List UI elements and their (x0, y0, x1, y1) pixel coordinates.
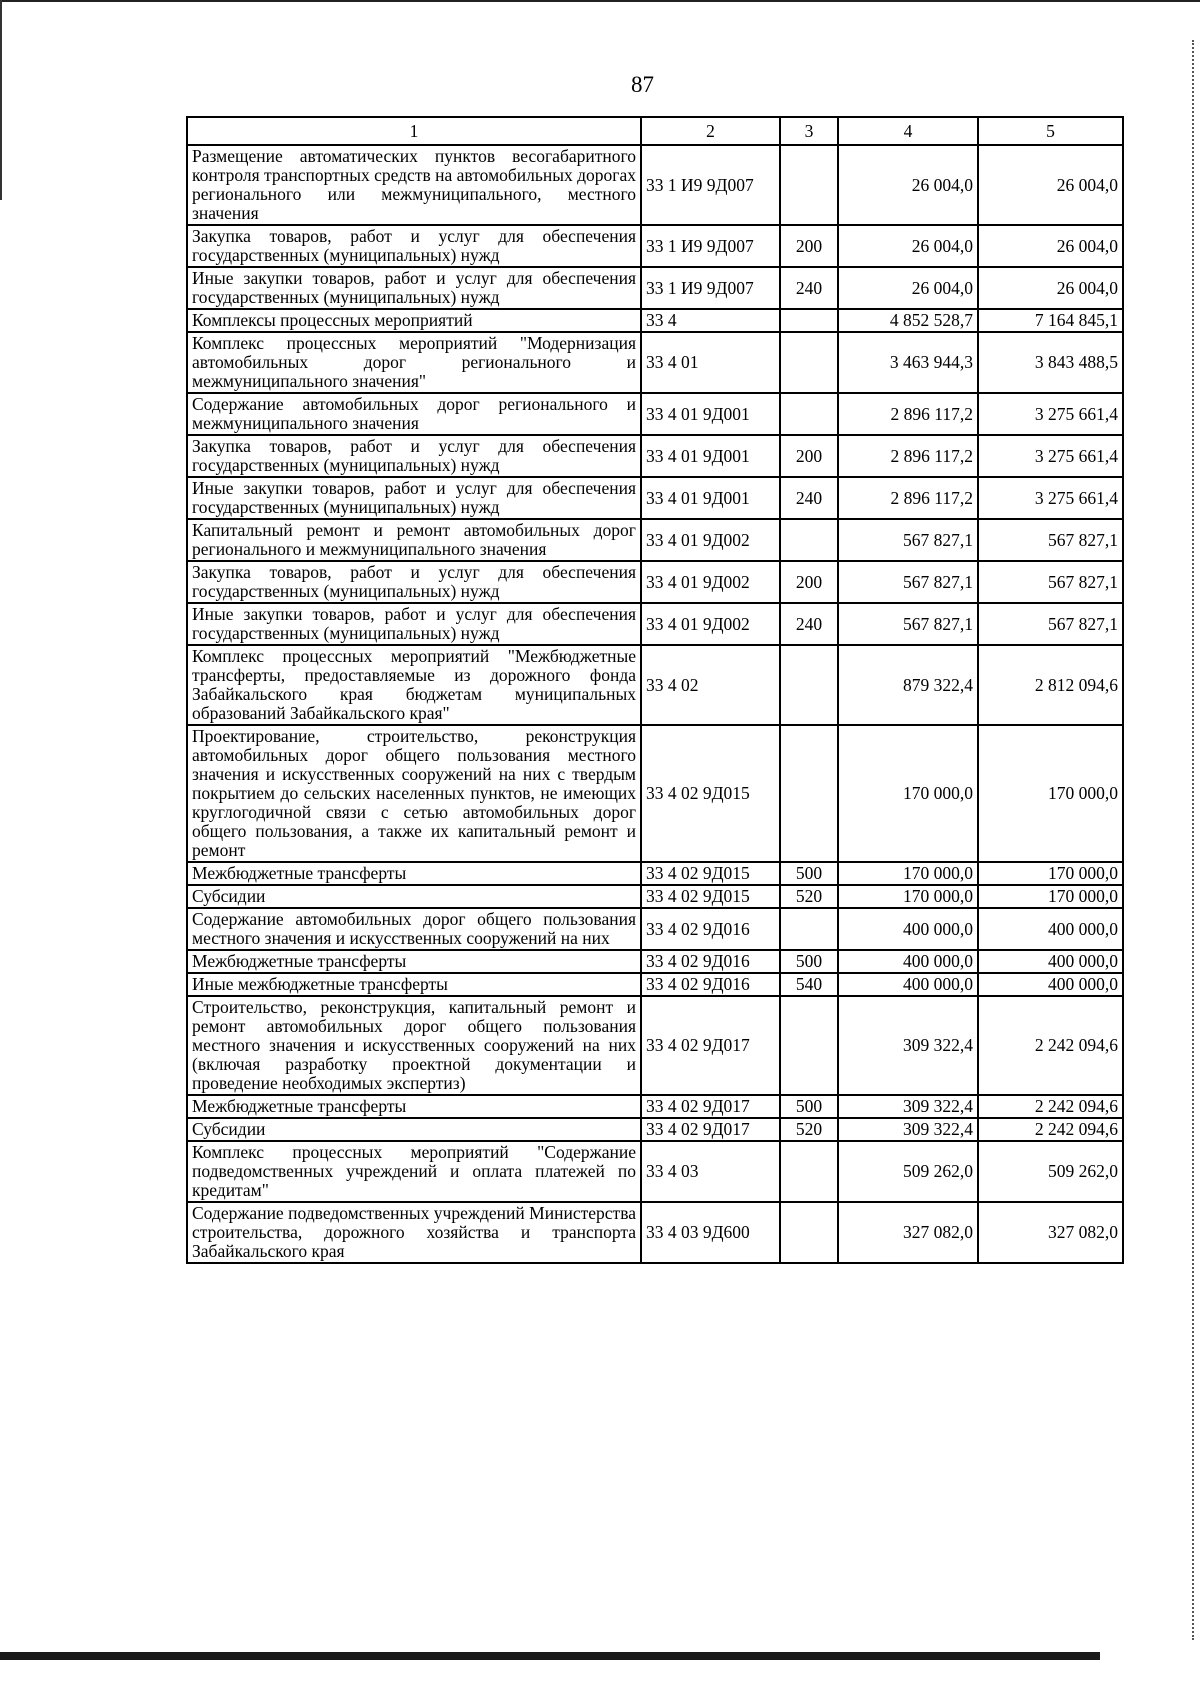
row-value-4-cell: 170 000,0 (838, 725, 978, 862)
row-name-cell: Размещение автоматических пунктов весогабаритного контроля транспортных средств на автомобильных дорогах регионального или межмуниципального, местного значения (187, 145, 641, 225)
table-row (187, 1202, 1123, 1263)
row-value-4-cell: 567 827,1 (838, 561, 978, 603)
row-value-4-cell: 309 322,4 (838, 1118, 978, 1141)
row-type-cell: 500 (780, 862, 838, 885)
row-name-cell: Субсидии (187, 1118, 641, 1141)
row-value-5-cell: 26 004,0 (978, 145, 1123, 225)
table-row (187, 725, 1123, 862)
row-value-4-cell: 26 004,0 (838, 225, 978, 267)
row-value-5-cell: 400 000,0 (978, 973, 1123, 996)
row-code-cell: 33 4 02 9Д015 (641, 885, 780, 908)
row-value-4-cell: 3 463 944,3 (838, 332, 978, 393)
row-type-cell (780, 145, 838, 225)
row-value-4-cell: 309 322,4 (838, 996, 978, 1095)
row-name-cell: Иные закупки товаров, работ и услуг для обеспечения государственных (муниципальных) нужд (187, 267, 641, 309)
row-type-cell: 520 (780, 1118, 838, 1141)
row-type-cell: 500 (780, 950, 838, 973)
row-code-cell: 33 4 02 9Д016 (641, 908, 780, 950)
table-row (187, 645, 1123, 725)
row-code-cell: 33 4 01 9Д002 (641, 519, 780, 561)
header-row (187, 117, 1123, 145)
row-name-cell: Проектирование, строительство, реконструкция автомобильных дорог общего пользования местного значения и искусственных сооружений на них с твердым покрытием до сельских населенных пунктов, не имеющих круглогодичной связи с сетью автомобильных дорог общего пользования, а также их капитальный ремонт и ремонт (187, 725, 641, 862)
table-row (187, 603, 1123, 645)
row-value-4-cell: 400 000,0 (838, 950, 978, 973)
scan-edge-left (0, 0, 2, 200)
row-code-cell: 33 1 И9 9Д007 (641, 145, 780, 225)
row-code-cell: 33 4 01 9Д001 (641, 435, 780, 477)
table-body (187, 145, 1123, 1263)
row-value-5-cell: 2 242 094,6 (978, 1118, 1123, 1141)
scan-edge-top (0, 0, 1200, 12)
row-value-5-cell: 509 262,0 (978, 1141, 1123, 1202)
row-value-5-cell: 3 275 661,4 (978, 477, 1123, 519)
row-code-cell: 33 4 (641, 309, 780, 332)
row-code-cell: 33 4 02 9Д015 (641, 725, 780, 862)
row-type-cell (780, 725, 838, 862)
row-name-cell: Комплекс процессных мероприятий "Модернизация автомобильных дорог регионального и межмуниципального значения" (187, 332, 641, 393)
row-value-4-cell: 400 000,0 (838, 908, 978, 950)
row-name-cell: Комплекс процессных мероприятий "Межбюджетные трансферты, предоставляемые из дорожного фонда Забайкальского края бюджетам муниципальных образований Забайкальского края" (187, 645, 641, 725)
row-value-5-cell: 3 843 488,5 (978, 332, 1123, 393)
column-header-1: 1 (187, 117, 641, 145)
row-type-cell: 520 (780, 885, 838, 908)
row-code-cell: 33 4 03 (641, 1141, 780, 1202)
row-code-cell: 33 4 02 9Д016 (641, 973, 780, 996)
row-value-5-cell: 2 242 094,6 (978, 996, 1123, 1095)
column-header-2: 2 (641, 117, 780, 145)
row-name-cell: Содержание подведомственных учреждений Министерства строительства, дорожного хозяйства и транспорта Забайкальского края (187, 1202, 641, 1263)
row-name-cell: Межбюджетные трансферты (187, 1095, 641, 1118)
row-type-cell: 240 (780, 603, 838, 645)
row-type-cell: 500 (780, 1095, 838, 1118)
row-code-cell: 33 4 02 9Д017 (641, 1095, 780, 1118)
row-type-cell: 200 (780, 561, 838, 603)
row-type-cell: 240 (780, 477, 838, 519)
row-code-cell: 33 4 01 9Д001 (641, 393, 780, 435)
row-value-4-cell: 170 000,0 (838, 885, 978, 908)
row-name-cell: Комплекс процессных мероприятий "Содержание подведомственных учреждений и оплата платежей по кредитам" (187, 1141, 641, 1202)
row-type-cell (780, 1141, 838, 1202)
row-name-cell: Субсидии (187, 885, 641, 908)
row-name-cell: Иные закупки товаров, работ и услуг для обеспечения государственных (муниципальных) нужд (187, 477, 641, 519)
row-value-5-cell: 567 827,1 (978, 561, 1123, 603)
row-code-cell: 33 4 03 9Д600 (641, 1202, 780, 1263)
table-row (187, 996, 1123, 1095)
row-value-5-cell: 170 000,0 (978, 725, 1123, 862)
row-value-5-cell: 2 812 094,6 (978, 645, 1123, 725)
row-value-4-cell: 400 000,0 (838, 973, 978, 996)
page-number: 87 (631, 72, 654, 97)
row-name-cell: Комплексы процессных мероприятий (187, 309, 641, 332)
table-row (187, 950, 1123, 973)
row-name-cell: Закупка товаров, работ и услуг для обеспечения государственных (муниципальных) нужд (187, 561, 641, 603)
row-value-5-cell: 26 004,0 (978, 267, 1123, 309)
row-type-cell (780, 1202, 838, 1263)
row-name-cell: Содержание автомобильных дорог регионального и межмуниципального значения (187, 393, 641, 435)
row-value-4-cell: 2 896 117,2 (838, 393, 978, 435)
row-type-cell (780, 519, 838, 561)
row-value-4-cell: 309 322,4 (838, 1095, 978, 1118)
row-type-cell (780, 332, 838, 393)
row-value-5-cell: 26 004,0 (978, 225, 1123, 267)
row-name-cell: Иные закупки товаров, работ и услуг для обеспечения государственных (муниципальных) нужд (187, 603, 641, 645)
table-row (187, 225, 1123, 267)
row-type-cell: 200 (780, 435, 838, 477)
row-code-cell: 33 4 01 9Д001 (641, 477, 780, 519)
row-code-cell: 33 4 01 9Д002 (641, 561, 780, 603)
row-type-cell (780, 309, 838, 332)
table-row (187, 885, 1123, 908)
row-name-cell: Закупка товаров, работ и услуг для обеспечения государственных (муниципальных) нужд (187, 435, 641, 477)
row-type-cell (780, 996, 838, 1095)
scan-edge-bottom (0, 1652, 1100, 1660)
table-row (187, 1141, 1123, 1202)
table-row (187, 332, 1123, 393)
row-value-4-cell: 2 896 117,2 (838, 435, 978, 477)
row-value-4-cell: 4 852 528,7 (838, 309, 978, 332)
budget-table (186, 116, 1124, 1264)
table-header (187, 117, 1123, 145)
row-value-4-cell: 2 896 117,2 (838, 477, 978, 519)
column-header-5: 5 (978, 117, 1123, 145)
column-header-3: 3 (780, 117, 838, 145)
row-code-cell: 33 1 И9 9Д007 (641, 267, 780, 309)
table-row (187, 561, 1123, 603)
table-row (187, 267, 1123, 309)
table-row (187, 908, 1123, 950)
table-row (187, 1118, 1123, 1141)
row-code-cell: 33 4 02 9Д017 (641, 1118, 780, 1141)
row-name-cell: Капитальный ремонт и ремонт автомобильных дорог регионального и межмуниципального значения (187, 519, 641, 561)
table-row (187, 309, 1123, 332)
table-row (187, 145, 1123, 225)
row-code-cell: 33 4 02 9Д017 (641, 996, 780, 1095)
row-code-cell: 33 4 02 (641, 645, 780, 725)
row-type-cell (780, 645, 838, 725)
row-code-cell: 33 4 02 9Д016 (641, 950, 780, 973)
row-value-4-cell: 327 082,0 (838, 1202, 978, 1263)
table-row (187, 477, 1123, 519)
row-value-5-cell: 7 164 845,1 (978, 309, 1123, 332)
row-value-5-cell: 327 082,0 (978, 1202, 1123, 1263)
table-row (187, 519, 1123, 561)
row-name-cell: Закупка товаров, работ и услуг для обеспечения государственных (муниципальных) нужд (187, 225, 641, 267)
table-row (187, 973, 1123, 996)
row-value-4-cell: 26 004,0 (838, 145, 978, 225)
row-value-4-cell: 567 827,1 (838, 519, 978, 561)
row-value-5-cell: 400 000,0 (978, 950, 1123, 973)
row-type-cell: 200 (780, 225, 838, 267)
row-code-cell: 33 4 01 9Д002 (641, 603, 780, 645)
table-row (187, 435, 1123, 477)
row-type-cell: 240 (780, 267, 838, 309)
row-value-5-cell: 2 242 094,6 (978, 1095, 1123, 1118)
row-value-4-cell: 879 322,4 (838, 645, 978, 725)
row-code-cell: 33 4 02 9Д015 (641, 862, 780, 885)
row-value-5-cell: 170 000,0 (978, 885, 1123, 908)
row-name-cell: Межбюджетные трансферты (187, 950, 641, 973)
row-code-cell: 33 4 01 (641, 332, 780, 393)
row-value-5-cell: 3 275 661,4 (978, 435, 1123, 477)
row-value-5-cell: 400 000,0 (978, 908, 1123, 950)
row-value-5-cell: 567 827,1 (978, 603, 1123, 645)
row-type-cell: 540 (780, 973, 838, 996)
row-code-cell: 33 1 И9 9Д007 (641, 225, 780, 267)
row-value-5-cell: 567 827,1 (978, 519, 1123, 561)
table-row (187, 1095, 1123, 1118)
column-header-4: 4 (838, 117, 978, 145)
scan-edge-right (1190, 40, 1194, 1640)
row-value-5-cell: 3 275 661,4 (978, 393, 1123, 435)
row-name-cell: Межбюджетные трансферты (187, 862, 641, 885)
row-name-cell: Содержание автомобильных дорог общего пользования местного значения и искусственных сооружений на них (187, 908, 641, 950)
row-value-4-cell: 26 004,0 (838, 267, 978, 309)
row-type-cell (780, 908, 838, 950)
row-type-cell (780, 393, 838, 435)
row-value-4-cell: 567 827,1 (838, 603, 978, 645)
row-name-cell: Иные межбюджетные трансферты (187, 973, 641, 996)
table-row (187, 862, 1123, 885)
table-row (187, 393, 1123, 435)
row-value-5-cell: 170 000,0 (978, 862, 1123, 885)
row-name-cell: Строительство, реконструкция, капитальный ремонт и ремонт автомобильных дорог общего пользования местного значения и искусственных сооружений на них (включая разработку проектной документации и проведение необходимых экспертиз) (187, 996, 641, 1095)
row-value-4-cell: 509 262,0 (838, 1141, 978, 1202)
row-value-4-cell: 170 000,0 (838, 862, 978, 885)
